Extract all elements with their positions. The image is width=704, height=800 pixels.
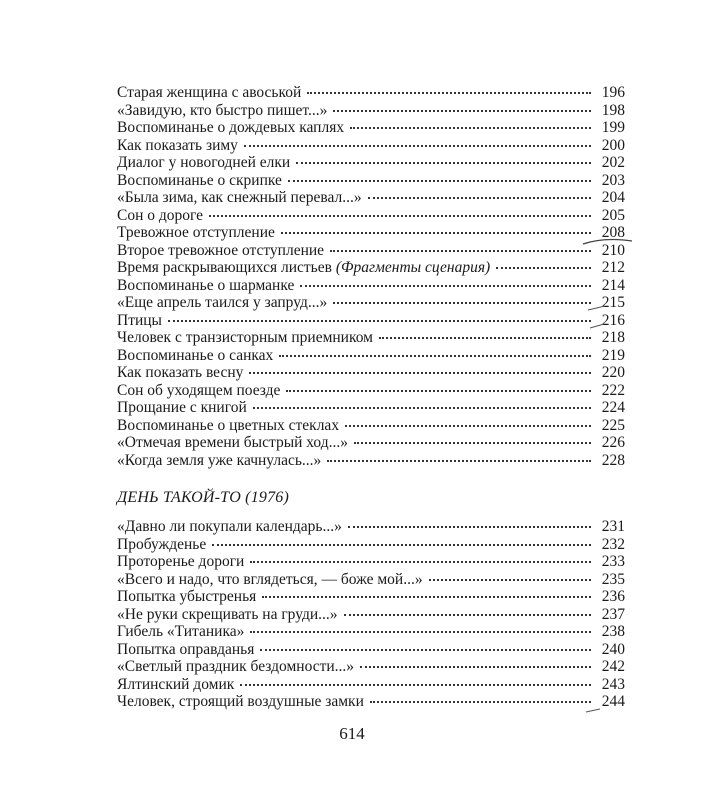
toc-entry-title-text: Воспоминанье о дождевых каплях [117, 119, 345, 136]
toc-entry-title-text: Пробужденье [117, 535, 207, 553]
toc-entry-title [117, 189, 362, 207]
toc-entry-page: 203 [601, 171, 625, 189]
toc-entry-title-text: Прощание с книгой [117, 399, 247, 416]
toc-entry-title-text: Как показать зиму [117, 136, 238, 154]
toc-entry [117, 224, 625, 242]
toc-entry-page: 225 [601, 416, 625, 434]
toc-entry-page: 200 [601, 136, 625, 154]
toc-entry-page: 210 [601, 241, 625, 259]
toc-entry [117, 658, 625, 676]
toc-dot-leader [281, 232, 591, 234]
toc-entry-page: 199 [601, 119, 625, 136]
toc-dot-leader [240, 684, 591, 686]
toc-dot-leader [288, 180, 591, 182]
toc-dot-leader [368, 197, 591, 199]
toc-entry-page: 219 [601, 346, 625, 364]
toc-entry [117, 417, 625, 435]
toc-entry [117, 536, 625, 554]
toc-entry-title [117, 518, 342, 536]
toc-dot-leader [262, 596, 591, 598]
toc-entry [117, 588, 625, 606]
toc-entry [117, 277, 625, 295]
toc-dot-leader [279, 355, 591, 357]
toc-entry [117, 207, 625, 225]
toc-entry-page: 228 [601, 451, 625, 469]
toc-entry [117, 434, 625, 452]
toc-entry-title [117, 242, 324, 260]
toc-entry-title-text: Воспоминанье о шарманке [117, 276, 295, 294]
toc-entry-title [117, 364, 243, 382]
table-of-contents-part-1 [117, 84, 625, 469]
toc-entry-title [117, 571, 423, 589]
toc-entry [117, 294, 625, 312]
toc-entry [117, 119, 625, 137]
toc-dot-leader [354, 442, 591, 444]
toc-entry [117, 641, 625, 659]
toc-dot-leader [370, 701, 591, 703]
toc-entry-title-text: Человек с транзисторным приемником [117, 329, 373, 346]
toc-dot-leader [360, 666, 591, 668]
toc-entry-page: 244 [601, 693, 625, 710]
toc-entry-title [117, 119, 344, 137]
toc-entry-title-text: «Отмечая времени быстрый ход...» [117, 434, 349, 451]
toc-entry-page: 233 [601, 553, 625, 570]
toc-entry-title [117, 277, 294, 295]
toc-entry-title [117, 329, 373, 347]
toc-entry-title [117, 641, 254, 659]
toc-entry [117, 452, 625, 470]
toc-entry-title [117, 693, 364, 711]
toc-entry-page: 224 [601, 399, 625, 416]
toc-entry-page: 237 [601, 605, 625, 623]
toc-entry [117, 693, 625, 711]
toc-entry [117, 399, 625, 417]
toc-entry-page: 208 [601, 224, 625, 241]
toc-entry-title-text: «Светлый праздник бездомности...» [117, 658, 355, 675]
toc-entry-page: 232 [601, 535, 625, 553]
toc-dot-leader [212, 544, 591, 546]
toc-entry-title-text: Воспоминанье о скрипке [117, 171, 282, 189]
toc-entry-title [117, 259, 490, 277]
toc-entry [117, 102, 625, 120]
toc-entry-title-text: «Не руки скрещивать на груди...» [117, 605, 338, 623]
toc-entry-title [117, 623, 244, 641]
toc-entry-title [117, 588, 256, 606]
toc-entry-title [117, 676, 234, 694]
toc-dot-leader [345, 425, 591, 427]
toc-entry-title-text: Человек, строящий воздушные замки [117, 693, 364, 710]
toc-entry [117, 623, 625, 641]
page-number: 614 [339, 724, 365, 743]
toc-entry-title-text: «Еще апрель таился у запруд...» [117, 294, 328, 311]
toc-entry [117, 347, 625, 365]
toc-entry-page: 196 [601, 84, 625, 101]
toc-entry-title-text: Проторенье дороги [117, 553, 245, 570]
toc-dot-leader [249, 372, 591, 374]
toc-entry-page: 212 [601, 259, 625, 276]
toc-dot-leader [168, 320, 591, 322]
toc-entry-page: 240 [601, 640, 625, 658]
toc-entry [117, 172, 625, 190]
toc-entry [117, 154, 625, 172]
toc-entry-title [117, 536, 206, 554]
toc-dot-leader [348, 526, 591, 528]
toc-entry-page: 220 [601, 364, 625, 381]
toc-dot-leader [333, 302, 591, 304]
toc-entry [117, 189, 625, 207]
toc-entry [117, 259, 625, 277]
toc-entry [117, 606, 625, 624]
toc-entry-page: 243 [601, 675, 625, 693]
toc-entry-title [117, 452, 321, 470]
toc-entry-title [117, 553, 244, 571]
toc-entry [117, 382, 625, 400]
toc-entry [117, 518, 625, 536]
table-of-contents-part-2 [117, 518, 625, 711]
toc-entry-title [117, 294, 327, 312]
toc-entry-title-text: Воспоминанье о санках [117, 346, 274, 364]
toc-entry-title-text: Второе тревожное отступление [117, 241, 325, 259]
toc-entry-title-text: Время раскрывающихся листьев [117, 259, 332, 276]
toc-entry-page: 231 [601, 518, 625, 535]
toc-entry-page: 216 [601, 311, 625, 329]
toc-dot-leader [307, 92, 591, 94]
toc-entry [117, 137, 625, 155]
toc-entry-title-text: Воспоминанье о цветных стеклах [117, 416, 340, 434]
toc-dot-leader [330, 250, 591, 252]
toc-entry-title [117, 312, 162, 330]
toc-dot-leader [286, 390, 591, 392]
toc-entry-title-text: Сон об уходящем поезде [117, 381, 281, 399]
toc-entry-title [117, 224, 275, 242]
toc-entry-page: 222 [601, 381, 625, 399]
toc-dot-leader [429, 579, 591, 581]
toc-entry [117, 364, 625, 382]
toc-entry-page: 238 [601, 623, 625, 640]
toc-entry-title-text: Попытка оправданья [117, 640, 255, 658]
toc-entry-title [117, 417, 339, 435]
toc-entry-title [117, 399, 247, 417]
toc-dot-leader [379, 337, 591, 339]
toc-entry-title-text: «Была зима, как снежный перевал...» [117, 189, 362, 206]
toc-entry-page: 235 [601, 570, 625, 588]
toc-entry [117, 242, 625, 260]
toc-entry-title-text: «Всего и надо, что вглядеться, — боже мой...» [117, 570, 423, 588]
toc-entry-title-text: Гибель «Титаника» [117, 623, 245, 640]
toc-entry-page: 205 [601, 206, 625, 224]
toc-entry-title [117, 207, 203, 225]
toc-entry [117, 84, 625, 102]
toc-dot-leader [250, 561, 591, 563]
toc-entry-page: 204 [601, 189, 625, 206]
toc-entry-page: 215 [601, 294, 625, 311]
toc-entry-title-text: Ялтинский домик [117, 675, 235, 693]
toc-entry-title-text: Тревожное отступление [117, 224, 275, 241]
toc-entry-page: 218 [601, 329, 625, 346]
toc-dot-leader [260, 649, 591, 651]
toc-entry [117, 329, 625, 347]
toc-dot-leader [327, 460, 591, 462]
toc-entry-title [117, 137, 238, 155]
toc-entry-title [117, 658, 354, 676]
toc-dot-leader [344, 614, 591, 616]
toc-entry [117, 312, 625, 330]
toc-entry-title-text: Как показать весну [117, 364, 244, 381]
toc-entry [117, 571, 625, 589]
toc-entry-title-text: Сон о дороге [117, 206, 204, 224]
toc-entry-title [117, 606, 338, 624]
toc-dot-leader [244, 145, 591, 147]
toc-entry-title-text: Попытка убыстренья [117, 588, 257, 605]
toc-entry-note: (Фрагменты сценария) [335, 259, 491, 276]
toc-entry-page: 236 [601, 588, 625, 605]
toc-dot-leader [350, 127, 591, 129]
section-heading: ДЕНЬ ТАКОЙ-ТО (1976) [117, 489, 290, 506]
toc-entry-page: 226 [601, 434, 625, 451]
toc-entry-title-text: Старая женщина с авоськой [117, 84, 302, 101]
toc-dot-leader [296, 162, 591, 164]
toc-entry-title [117, 382, 280, 400]
toc-dot-leader [496, 267, 591, 269]
toc-entry-title [117, 102, 327, 120]
toc-entry-title [117, 434, 348, 452]
toc-entry-title-text: Диалог у новогодней елки [117, 154, 291, 171]
toc-entry-page: 242 [601, 658, 625, 675]
toc-entry-page: 202 [601, 154, 625, 171]
toc-entry-title [117, 172, 282, 190]
toc-entry-title [117, 347, 273, 365]
toc-entry-title-text: Птицы [117, 311, 162, 329]
toc-entry [117, 553, 625, 571]
toc-dot-leader [300, 285, 591, 287]
toc-entry-title [117, 154, 290, 172]
toc-dot-leader [253, 407, 591, 409]
toc-dot-leader [250, 631, 591, 633]
toc-entry-title-text: «Когда земля уже качнулась...» [117, 451, 322, 469]
toc-entry [117, 676, 625, 694]
toc-entry-title-text: «Давно ли покупали календарь...» [117, 518, 342, 535]
toc-dot-leader [333, 110, 591, 112]
toc-entry-title [117, 84, 301, 102]
toc-entry-page: 198 [601, 101, 625, 119]
toc-entry-title-text: «Завидую, кто быстро пишет...» [117, 101, 328, 119]
toc-entry-page: 214 [601, 276, 625, 294]
toc-dot-leader [209, 215, 591, 217]
